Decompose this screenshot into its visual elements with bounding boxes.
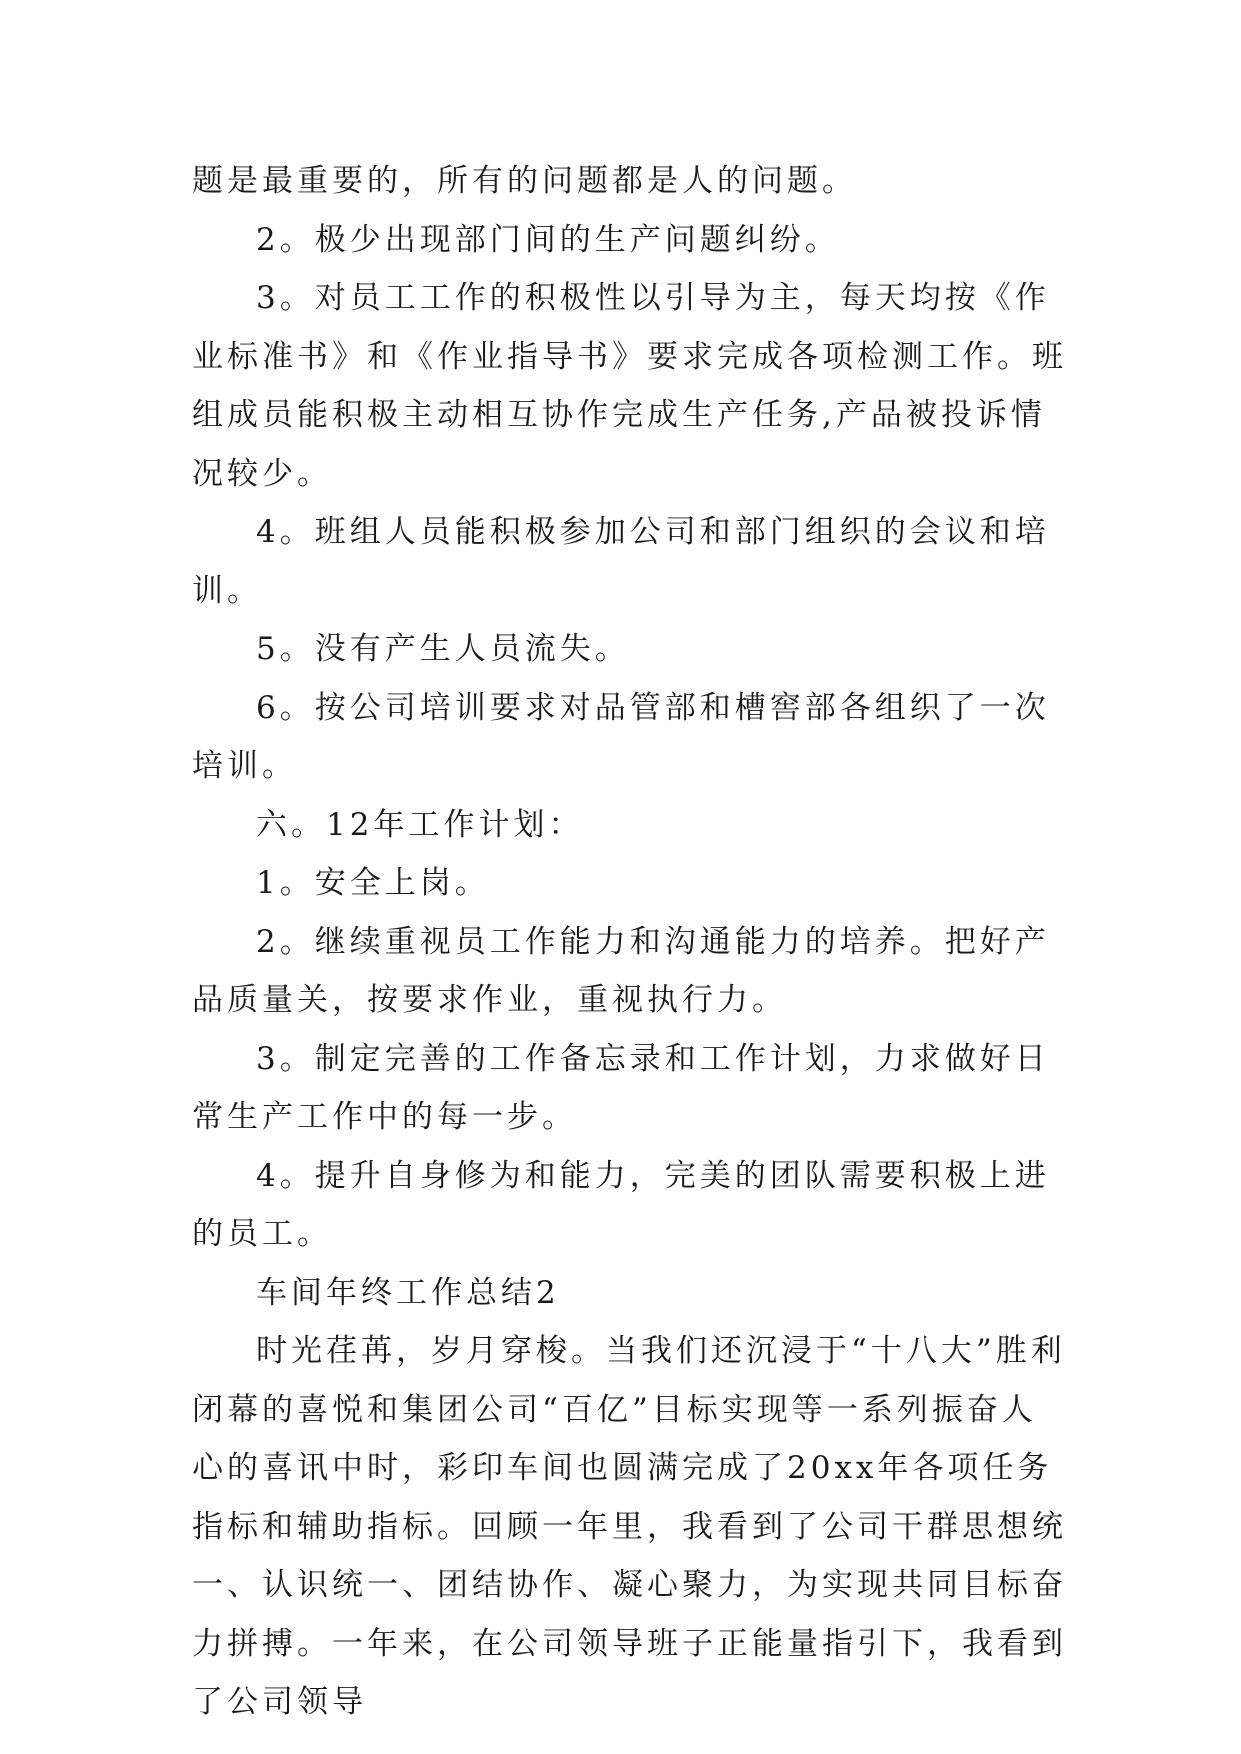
plan-item-2: 2。继续重视员工作能力和沟通能力的培养。把好产品质量关，按要求作业，重视执行力。 [192,923,1050,1018]
plan-item-3: 3。制定完善的工作备忘录和工作计划，力求做好日常生产工作中的每一步。 [192,1040,1050,1135]
paragraph-item-4: 4。班组人员能积极参加公司和部门组织的会议和培训。 [192,514,1050,609]
paragraph-item-2: 2。极少出现部门间的生产问题纠纷。 [256,221,840,258]
plan-item-4: 4。提升自身修为和能力，完美的团队需要积极上进的员工。 [192,1157,1050,1252]
paragraph-summary-intro: 时光荏苒，岁月穿梭。当我们还沉浸于“十八大”胜利闭幕的喜悦和集团公司“百亿”目标实现等一系列振奋人心的喜讯中时，彩印车间也圆满完成了20xx年各项任务指标和辅助指标。回顾一年里，我看到了公司干群思想统一、认识统一、团结协作、凝心聚力，为实现共同目标奋力拼搏。一年来，在公司领导班子正能量指引下，我看到了公司领导 [192,1333,1067,1720]
plan-item-1: 1。安全上岗。 [256,865,490,901]
paragraph-item-3: 3。对员工工作的积极性以引导为主，每天均按《作业标准书》和《作业指导书》要求完成各项检测工作。班组成员能积极主动相互协作完成生产任务,产品被投诉情况较少。 [192,280,1067,492]
section-heading-work-plan: 六。12年工作计划： [256,806,584,843]
paragraph-continuation: 题是最重要的，所有的问题都是人的问题。 [192,163,857,199]
paragraph-item-6: 6。按公司培训要求对品管部和槽窖部各组织了一次培训。 [192,689,1050,784]
paragraph-item-5: 5。没有产生人员流失。 [256,631,630,667]
section-title-summary-2: 车间年终工作总结2 [256,1274,560,1311]
document-body [192,152,1070,1732]
